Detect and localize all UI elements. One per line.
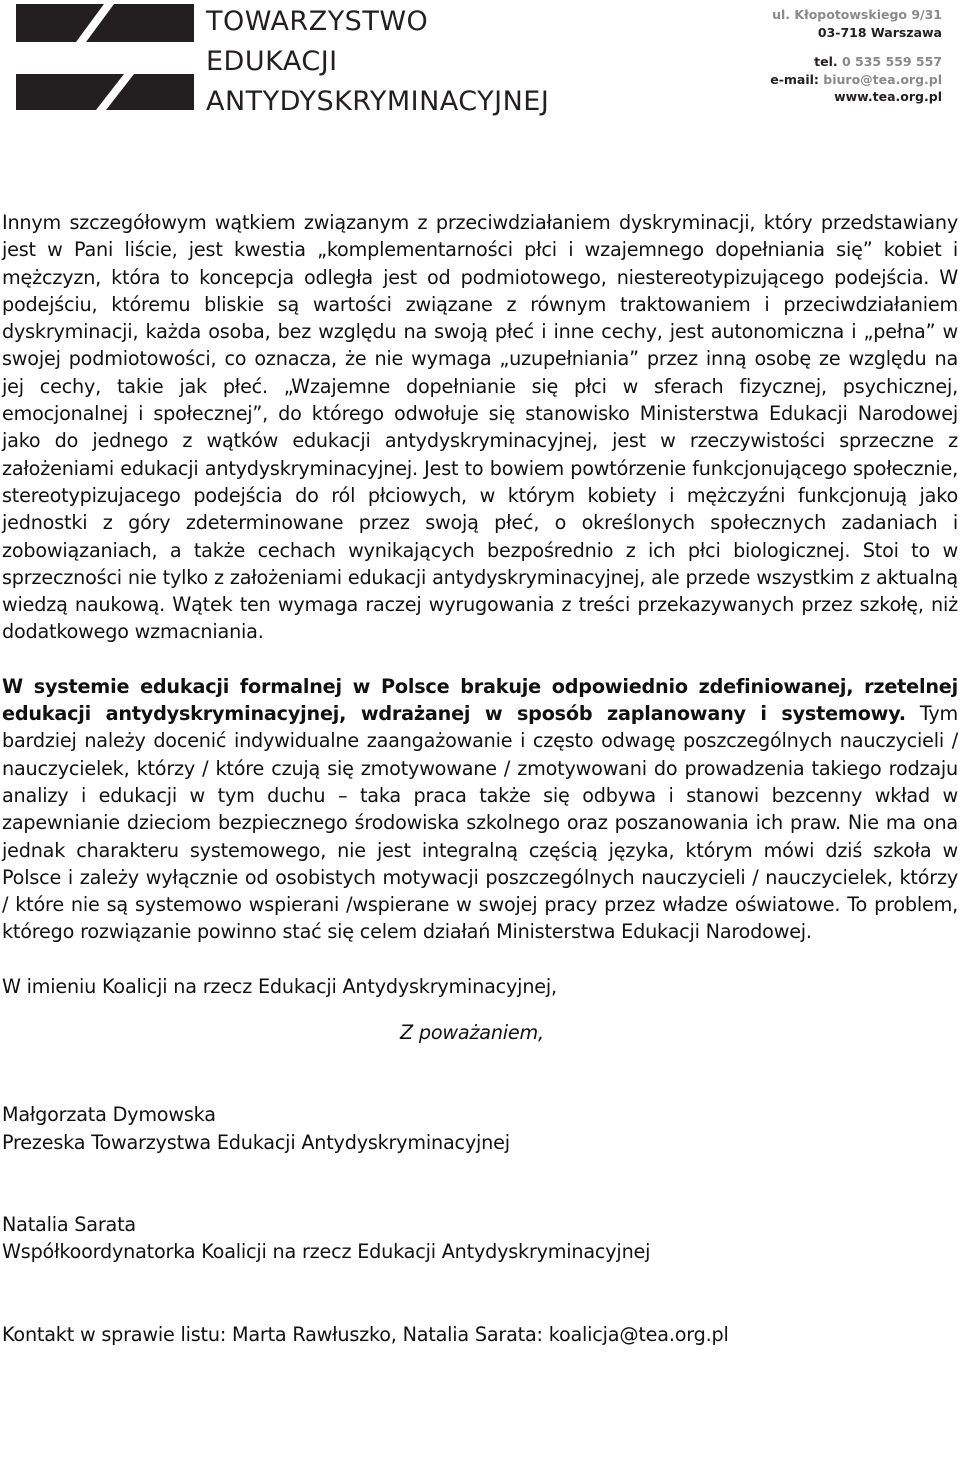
- org-name-line-2: EDUKACJI: [206, 46, 338, 77]
- letter-body: [2, 209, 958, 1348]
- contact-line: Kontakt w sprawie listu: Marta Rawłuszko, Natalia Sarata: koalicja@tea.org.pl: [2, 1322, 729, 1346]
- address-street: ul. Kłopotowskiego 9/31: [772, 7, 942, 22]
- paragraph-2-text: Tym bardziej należy docenić indywidualne zaangażowanie i często odwagę poszczególnych nauczycieli / nauczycielek, którzy / które czują się zmotywowane / zmotywowani do prowadzenia takiego rodzaju analizy i edukacji w tym duchu – taka praca także się odbywa i stanowi bezcenny wkład w zapewnianie dzieciom bezpiecznego środowiska szkolnego oraz poszanowania ich praw. Nie ma ona jednak charakteru systemowego, nie jest integralną częścią języka, którym mówi dziś szkoła w Polsce i zależy wyłącznie od osobistych motywacji poszczególnych nauczycieli / nauczycielek, którzy / które nie są systemowo wspierani /wspierane w swojej pracy przez władze oświatowe. To problem, którego rozwiązanie powinno stać się celem działań Ministerstwa Edukacji Narodowej.: [2, 702, 959, 944]
- letterhead: [0, 0, 960, 125]
- letterhead-contact-block: [770, 6, 942, 106]
- signatory-1-name: Małgorzata Dymowska: [2, 1103, 216, 1127]
- signatory-2-name: Natalia Sarata: [2, 1212, 136, 1236]
- tea-logo-mark-icon: [16, 4, 194, 110]
- closing: Z poważaniem,: [400, 1021, 544, 1045]
- greeting: W imieniu Koalicji na rzecz Edukacji Antydyskryminacyjnej,: [2, 974, 557, 998]
- phone-line: [770, 53, 942, 71]
- phone-label: tel.: [814, 54, 838, 69]
- signatory-2-title: Współkoordynatorka Koalicji na rzecz Edukacji Antydyskryminacyjnej: [2, 1240, 651, 1264]
- organization-name: [206, 2, 549, 122]
- phone-value: 0 535 559 557: [841, 54, 942, 69]
- paragraph-1: Innym szczegółowym wątkiem związanym z przeciwdziałaniem dyskryminacji, który przedstawiany jest w Pani liście, jest kwestia „komplementarności płci i wzajemnego dopełniania się” kobiet i mężczyzn, która to koncepcja odległa jest od podmiotowego, niestereotypizującego podejścia. W podejściu, któremu bliskie są wartości związane z równym traktowaniem i przeciwdziałaniem dyskryminacji, każda osoba, bez względu na swoją płeć i inne cechy, jest autonomiczna i „pełna” w swojej podmiotowości, co oznacza, że nie wymaga „uzupełniania” przez inną osobę ze względu na jej cechy, takie jak płeć. „Wzajemne dopełnianie się płci w sferach fizycznej, psychicznej, emocjonalnej i społecznej”, do którego odwołuje się stanowisko Ministerstwa Edukacji Narodowej jako do jednego z wątków edukacji antydyskryminacyjnej, jest w rzeczywistości sprzeczne z założeniami edukacji antydyskryminacyjnej. Jest to bowiem powtórzenie funkcjonującego społecznie, stereotypizujacego podejścia do ról płciowych, w którym kobiety i mężczyźni funkcjonują jako jednostki z góry zdeterminowane przez swoją płeć, o określonych społecznych zadaniach i zobowiązaniach, a także cechach wynikających bezpośrednio z ich płci biologicznej. Stoi to w sprzeczności nie tylko z założeniami edukacji antydyskryminacyjnej, ale przede wszystkim z aktualną wiedzą naukową. Wątek ten wymaga raczej wyrugowania z treści przekazywanych przez szkołę, niż dodatkowego wzmacniania.: [2, 211, 958, 644]
- email-line: [770, 71, 942, 89]
- org-name-line-3: ANTYDYSKRYMINACYJNEJ: [206, 86, 550, 117]
- website-link[interactable]: www.tea.org.pl: [834, 89, 942, 104]
- paragraph-2-bold-lead: W systemie edukacji formalnej w Polsce brakuje odpowiednio zdefiniowanej, rzetelnej edukacji antydyskryminacyjnej, wdrażanej w sposób zaplanowany i systemowy.: [2, 674, 958, 726]
- signatory-1-title: Prezeska Towarzystwa Edukacji Antydyskryminacyjnej: [2, 1130, 510, 1154]
- org-name-line-1: TOWARZYSTWO: [206, 6, 429, 37]
- email-value[interactable]: biuro@tea.org.pl: [823, 71, 942, 87]
- address-city: 03-718 Warszawa: [817, 24, 942, 40]
- email-label: e-mail:: [770, 71, 819, 87]
- paragraph-2: [2, 673, 958, 946]
